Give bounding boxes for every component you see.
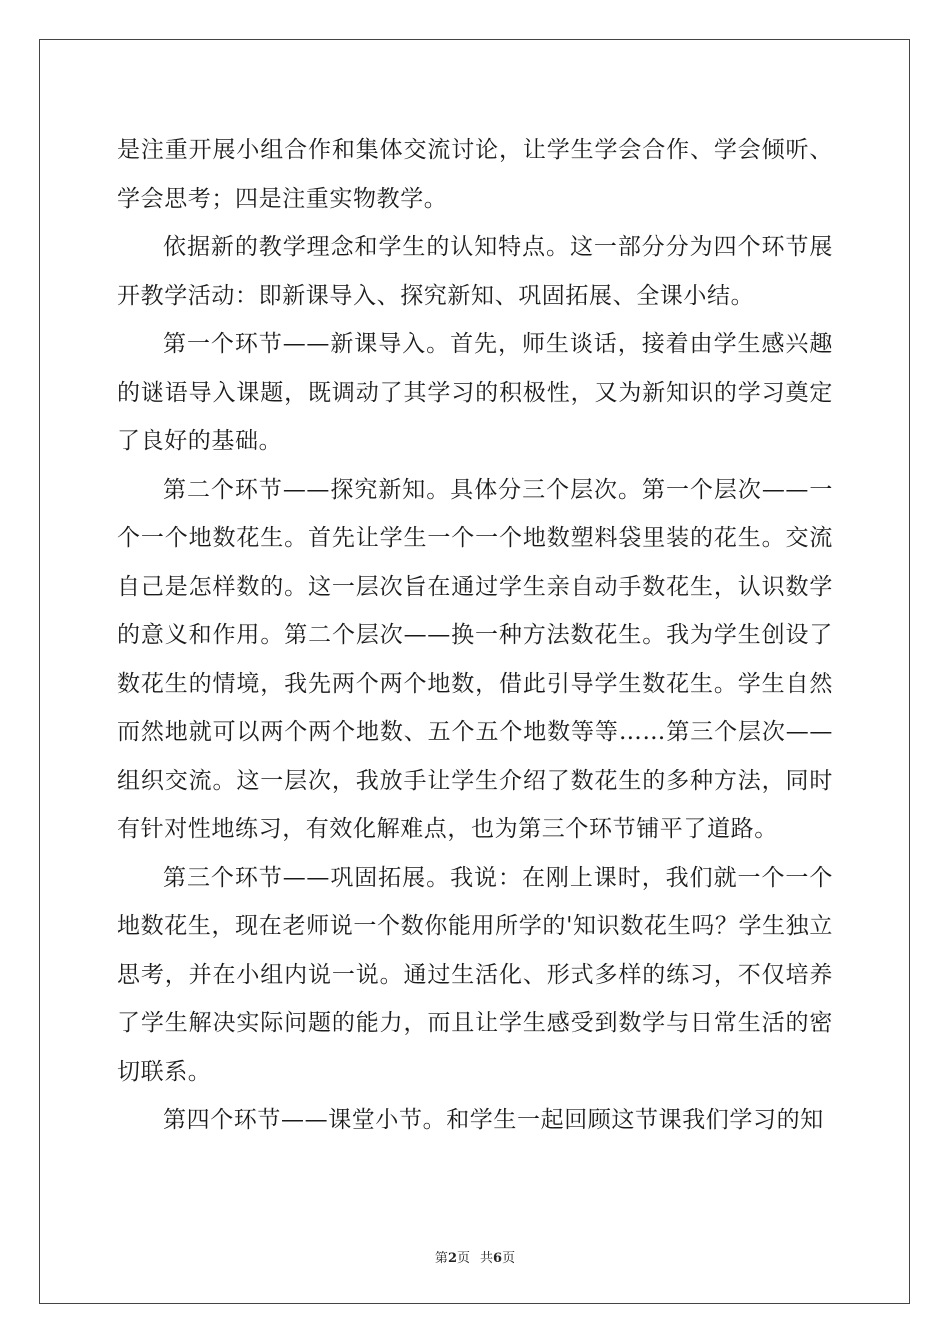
document-body: [117, 126, 833, 1145]
paragraph-3: 第一个环节——新课导入。首先，师生谈话，接着由学生感兴趣的谜语导入课题，既调动了其学习的积极性，又为新知识的学习奠定了良好的基础。: [117, 331, 833, 454]
total-unit: 页: [502, 1251, 516, 1266]
paragraph-1: 是注重开展小组合作和集体交流讨论，让学生学会合作、学会倾听、学会思考；四是注重实物教学。: [117, 137, 833, 212]
page-prefix: 第: [434, 1251, 448, 1266]
paragraph-4: 第二个环节——探究新知。具体分三个层次。第一个层次——一个一个地数花生。首先让学生一个一个地数塑料袋里装的花生。交流自己是怎样数的。这一层次旨在通过学生亲自动手数花生，认识数学的意义和作用。第二个层次——换一种方法数花生。我为学生创设了数花生的情境，我先两个两个地数，借此引导学生数花生。学生自然而然地就可以两个两个地数、五个五个地数等等……第三个层次——组织交流。这一层次，我放手让学生介绍了数花生的多种方法，同时有针对性地练习，有效化解难点，也为第三个环节铺平了道路。: [117, 476, 833, 842]
paragraph-2: 依据新的教学理念和学生的认知特点。这一部分分为四个环节展开教学活动：即新课导入、探究新知、巩固拓展、全课小结。: [117, 234, 833, 309]
total-prefix: 共: [480, 1251, 494, 1266]
page-unit: 页: [456, 1251, 470, 1266]
paragraph-5: 第三个环节——巩固拓展。我说：在刚上课时，我们就一个一个地数花生，现在老师说一个数你能用所学的'知识数花生吗？学生独立思考，并在小组内说一说。通过生活化、形式多样的练习，不仅培养了学生解决实际问题的能力，而且让学生感受到数学与日常生活的密切联系。: [117, 864, 833, 1085]
page-footer: [0, 1247, 950, 1266]
paragraph-6: 第四个环节——课堂小节。和学生一起回顾这节课我们学习的知: [163, 1107, 824, 1133]
current-page-number: 2: [447, 1251, 457, 1266]
total-page-number: 6: [493, 1251, 503, 1266]
